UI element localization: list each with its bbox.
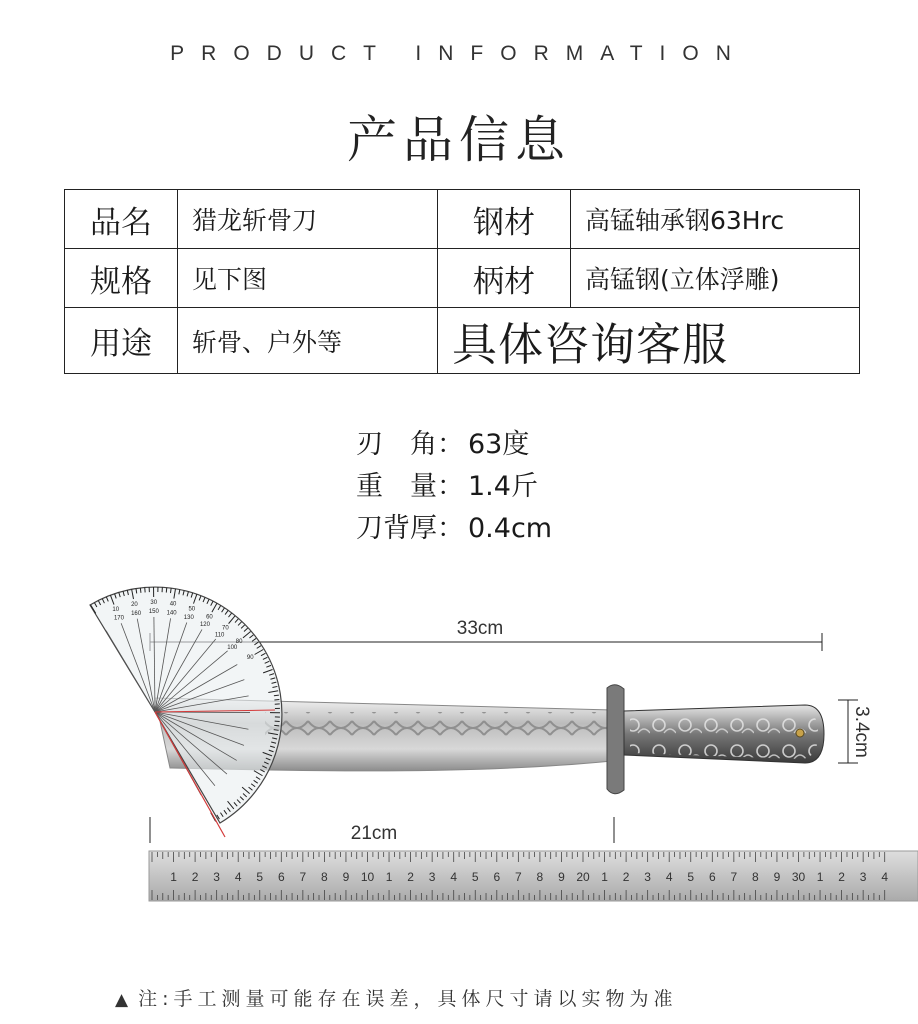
ruler-number: 6 xyxy=(277,870,285,884)
table-value: 见下图 xyxy=(178,249,438,308)
ruler-number: 7 xyxy=(730,870,738,884)
spec-value: 1.4斤 xyxy=(468,471,538,502)
spec-list xyxy=(356,424,552,550)
spec-label: 角： xyxy=(410,429,464,460)
lanyard-hole xyxy=(796,729,804,737)
ruler-number: 1 xyxy=(816,870,824,884)
page-title: 产品信息 xyxy=(347,111,571,169)
ruler-number: 5 xyxy=(687,870,695,884)
protractor xyxy=(90,587,282,837)
protractor-number: 40 xyxy=(169,601,177,608)
spec-label: 刃 xyxy=(356,429,383,460)
table-key: 用途 xyxy=(65,308,178,374)
ruler-number: 3 xyxy=(859,870,867,884)
protractor-number: 10 xyxy=(112,607,120,614)
spec-row xyxy=(356,508,552,550)
protractor-number: 50 xyxy=(188,606,196,613)
ruler-number: 4 xyxy=(881,870,889,884)
protractor-number: 60 xyxy=(206,614,213,621)
ruler-number: 2 xyxy=(407,870,414,884)
protractor-number: 80 xyxy=(235,639,243,646)
spec-label: 重 xyxy=(356,471,383,502)
ruler-number: 8 xyxy=(536,870,544,884)
spec-value: 0.4cm xyxy=(468,513,553,544)
ruler-number: 5 xyxy=(256,870,264,884)
ruler-number: 10 xyxy=(360,870,375,884)
ruler-number: 3 xyxy=(428,870,436,884)
ruler-number: 1 xyxy=(385,870,393,884)
product-info-table xyxy=(64,189,860,374)
protractor-number: 110 xyxy=(214,632,225,639)
protractor-number: 20 xyxy=(131,601,138,608)
triangle-up-icon: ▲ xyxy=(115,990,129,1010)
table-value: 高锰钢(立体浮雕) xyxy=(571,249,860,308)
total-length-label: 33cm xyxy=(456,618,504,639)
ruler-number: 20 xyxy=(576,870,590,884)
ruler-number: 7 xyxy=(299,870,307,884)
table-value: 高锰轴承钢63Hrc xyxy=(571,190,860,249)
ruler-number: 6 xyxy=(708,870,716,884)
table-key: 柄材 xyxy=(438,249,571,308)
ruler-number: 2 xyxy=(191,870,199,884)
table-row xyxy=(65,308,860,374)
protractor-number: 30 xyxy=(150,600,158,607)
spec-value: 63度 xyxy=(468,429,530,460)
measurement-note xyxy=(115,984,677,1011)
knife-guard xyxy=(607,685,624,794)
table-key: 钢材 xyxy=(438,190,571,249)
table-value: 斩骨、户外等 xyxy=(178,308,438,374)
ruler-number: 6 xyxy=(493,870,501,884)
ruler-number: 1 xyxy=(170,870,177,884)
ruler-number: 1 xyxy=(601,870,608,884)
protractor-number: 140 xyxy=(166,610,177,617)
ruler-number: 2 xyxy=(838,870,845,884)
ruler-number: 9 xyxy=(342,870,350,884)
spec-label: 刀背厚： xyxy=(356,513,464,544)
product-information-eyebrow: PRODUCT INFORMATION xyxy=(170,42,748,65)
protractor-number: 120 xyxy=(199,622,210,629)
consult-service-cell: 具体咨询客服 xyxy=(438,308,860,374)
ruler-number: 9 xyxy=(773,870,781,884)
ruler-number: 5 xyxy=(471,870,479,884)
ruler-number: 3 xyxy=(644,870,651,884)
ruler-number: 3 xyxy=(213,870,220,884)
ruler-number: 7 xyxy=(515,870,522,884)
ruler-number: 4 xyxy=(234,870,242,884)
protractor-number: 160 xyxy=(131,610,142,617)
spec-row xyxy=(356,466,552,508)
spec-label: 量： xyxy=(410,471,464,502)
protractor-number: 90 xyxy=(246,655,254,661)
blade-engraving xyxy=(265,712,610,738)
ruler-number: 8 xyxy=(321,870,328,884)
protractor-number: 100 xyxy=(227,644,238,651)
table-row xyxy=(65,190,860,249)
table-key: 品名 xyxy=(65,190,178,249)
ruler-number: 4 xyxy=(665,870,673,884)
handle-width-dimension xyxy=(838,700,872,763)
blade-length-label: 21cm xyxy=(350,823,398,844)
table-value: 猎龙斩骨刀 xyxy=(178,190,438,249)
ruler-number: 2 xyxy=(622,870,630,884)
spec-row xyxy=(356,424,552,466)
ruler-number: 4 xyxy=(450,870,458,884)
knife-measurement-figure xyxy=(0,585,918,915)
table-key: 规格 xyxy=(65,249,178,308)
ruler-number: 8 xyxy=(752,870,759,884)
ruler-number: 9 xyxy=(558,870,565,884)
protractor-number: 130 xyxy=(183,614,194,621)
ruler-number: 30 xyxy=(791,870,806,884)
steel-ruler xyxy=(149,851,918,901)
protractor-number: 70 xyxy=(222,625,229,632)
handle-width-label: 3.4cm xyxy=(851,706,872,758)
protractor-number: 170 xyxy=(113,615,124,622)
table-row xyxy=(65,249,860,308)
protractor-number: 150 xyxy=(148,609,159,616)
note-text: 注:手工测量可能存在误差，具体尺寸请以实物为准 xyxy=(138,988,678,1010)
